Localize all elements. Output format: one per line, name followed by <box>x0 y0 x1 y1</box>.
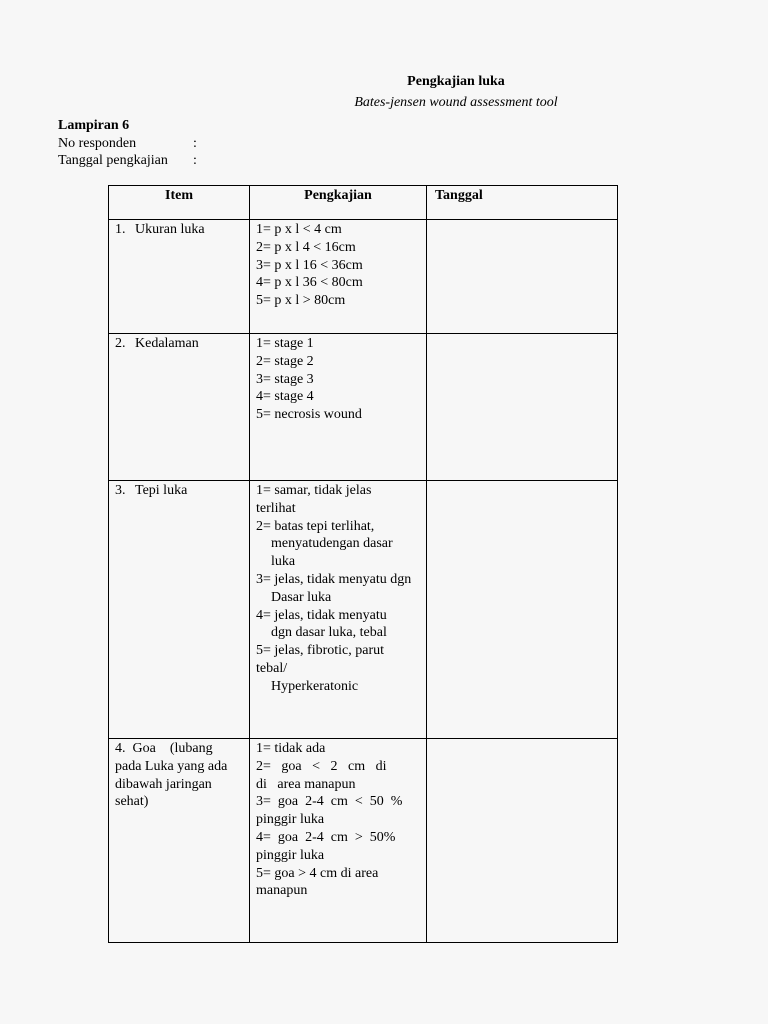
item-label-line: pada Luka yang ada <box>115 758 228 774</box>
pengkajian-cell <box>250 481 427 739</box>
score-line: 3= stage 3 <box>256 371 314 387</box>
score-line: dgn dasar luka, tebal <box>271 625 387 641</box>
score-line: 3= goa 2-4 cm < 50 % <box>256 794 403 810</box>
score-line: 1= samar, tidak jelas <box>256 483 372 498</box>
table-row <box>109 334 618 481</box>
tanggal-cell[interactable] <box>427 481 618 739</box>
lampiran-label: Lampiran 6 <box>58 118 130 133</box>
page-title: Pengkajian luka <box>407 74 505 89</box>
item-label: Kedalaman <box>135 336 199 351</box>
score-line: pinggir luka <box>256 812 325 828</box>
item-cell <box>109 481 250 739</box>
table-row <box>109 220 618 334</box>
score-line: 2= stage 2 <box>256 353 314 369</box>
header-pengkajian: Pengkajian <box>250 186 427 220</box>
score-line: 4= goa 2-4 cm > 50% <box>256 829 396 845</box>
score-line: Dasar luka <box>271 589 332 605</box>
tanggal-cell[interactable] <box>427 739 618 943</box>
header-tanggal: Tanggal <box>427 186 618 220</box>
header-item: Item <box>109 186 250 220</box>
pengkajian-cell <box>250 334 427 481</box>
item-label: Ukuran luka <box>135 222 205 237</box>
page-subtitle: Bates-jensen wound assessment tool <box>354 95 558 110</box>
score-line: di area manapun <box>256 776 356 792</box>
score-line: pinggir luka <box>256 847 325 863</box>
tanggal-cell[interactable] <box>427 334 618 481</box>
item-number: 2. <box>115 336 126 351</box>
item-label: Tepi luka <box>135 483 188 498</box>
pengkajian-cell <box>250 739 427 943</box>
table-row <box>109 739 618 943</box>
score-line: 1= p x l < 4 cm <box>256 222 342 237</box>
score-line: 5= p x l > 80cm <box>256 293 346 309</box>
item-label-line: dibawah jaringan <box>115 776 212 792</box>
no-responden-row <box>58 135 197 153</box>
score-line: manapun <box>256 883 308 899</box>
item-label-line: sehat) <box>115 794 149 810</box>
score-line: luka <box>271 554 296 570</box>
score-line: 2= batas tepi terlihat, <box>256 518 375 534</box>
table-header-row <box>109 186 618 220</box>
item-number: 1. <box>115 222 126 237</box>
pengkajian-cell <box>250 220 427 334</box>
no-responden-label: No responden <box>58 135 137 151</box>
tanggal-colon: : <box>193 153 197 168</box>
score-line: 4= stage 4 <box>256 389 314 405</box>
score-line: 5= jelas, fibrotic, parut <box>256 643 385 659</box>
item-cell <box>109 220 250 334</box>
score-line: tebal/ <box>256 660 288 676</box>
no-responden-colon: : <box>193 135 197 151</box>
item-number: 3. <box>115 483 126 498</box>
score-line: Hyperkeratonic <box>271 678 359 694</box>
meta-block <box>58 117 197 170</box>
table-row <box>109 481 618 739</box>
score-line: 1= tidak ada <box>256 741 326 756</box>
score-line: 4= jelas, tidak menyatu <box>256 607 387 623</box>
item-cell <box>109 739 250 943</box>
tanggal-cell[interactable] <box>427 220 618 334</box>
score-line: 2= p x l 4 < 16cm <box>256 239 356 255</box>
score-line: menyatudengan dasar <box>271 536 393 552</box>
item-cell <box>109 334 250 481</box>
score-line: 3= jelas, tidak menyatu dgn <box>256 571 412 587</box>
score-line: 5= necrosis wound <box>256 407 362 423</box>
tanggal-row <box>58 152 197 170</box>
score-line: 3= p x l 16 < 36cm <box>256 257 363 273</box>
assessment-table <box>108 185 618 943</box>
score-line: 5= goa > 4 cm di area <box>256 865 379 881</box>
score-line: 4= p x l 36 < 80cm <box>256 275 363 291</box>
score-line: 2= goa < 2 cm di <box>256 758 387 774</box>
score-line: terlihat <box>256 500 296 516</box>
tanggal-label: Tanggal pengkajian <box>58 153 168 168</box>
score-line: 1= stage 1 <box>256 336 314 351</box>
item-label-line: 4. Goa (lubang <box>115 741 213 756</box>
